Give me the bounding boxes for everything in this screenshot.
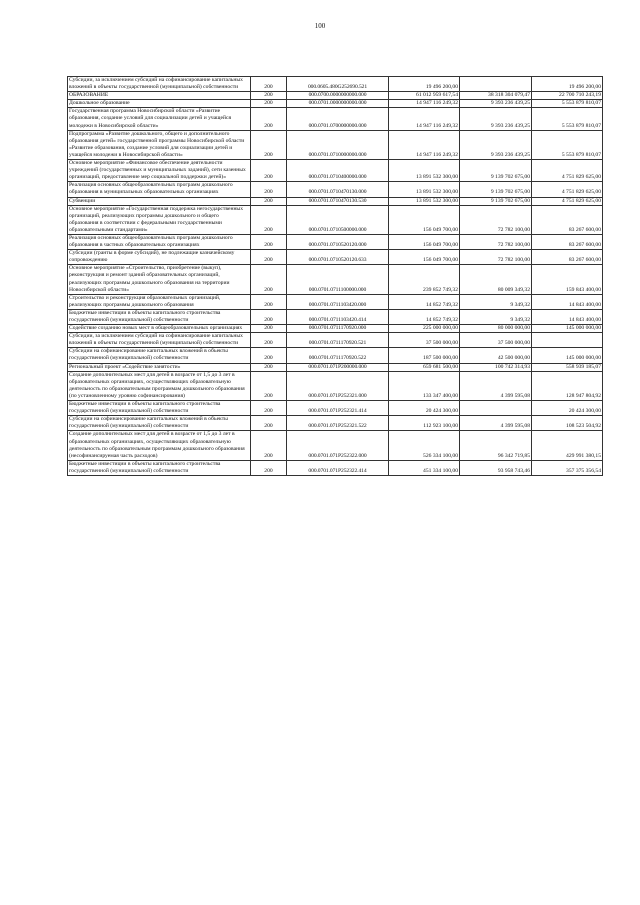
row-value-2-cell: 80 009 349,32 xyxy=(460,265,532,294)
row-value-1-cell: 14 947 116 249,32 xyxy=(389,100,460,108)
row-code-cell: 200 xyxy=(251,100,287,108)
row-value-2-cell: 9 349,32 xyxy=(460,309,532,324)
row-code-cell: 200 xyxy=(251,333,287,348)
row-value-3-cell: 145 000 000,00 xyxy=(532,348,603,363)
row-classification-cell: 000.0701.071P252322.414 xyxy=(287,460,389,475)
row-value-3-cell: 128 947 804,92 xyxy=(532,371,603,400)
table-row xyxy=(68,348,603,363)
row-classification-cell: 000.0701.0710520120.633 xyxy=(287,250,389,265)
page-number: 100 xyxy=(314,22,326,30)
row-code-cell: 200 xyxy=(251,431,287,460)
row-value-3-cell: 20 424 300,00 xyxy=(532,401,603,416)
row-classification-cell: 000.0701.0711103420.000 xyxy=(287,294,389,309)
row-value-3-cell: 4 751 829 625,00 xyxy=(532,197,603,205)
row-name-cell: Реализация основных общеобразовательных программ дошкольного образования в частных образовательных организациях xyxy=(68,234,251,249)
row-value-2-cell: 9 393 236 439,25 xyxy=(460,100,532,108)
row-value-2-cell: 9 349,32 xyxy=(460,294,532,309)
row-value-1-cell: 112 923 100,00 xyxy=(389,416,460,431)
table-row xyxy=(68,197,603,205)
row-classification-cell: 000.0701.071P200000.000 xyxy=(287,363,389,371)
row-value-2-cell: 72 782 100,00 xyxy=(460,250,532,265)
row-value-2-cell: 9 139 702 675,00 xyxy=(460,182,532,197)
row-code-cell: 200 xyxy=(251,182,287,197)
row-value-3-cell xyxy=(532,333,603,348)
row-classification-cell: 000.0701.0711100000.000 xyxy=(287,265,389,294)
row-classification-cell: 000.0701.0710000000.000 xyxy=(287,130,389,159)
table-row xyxy=(68,130,603,159)
row-name-cell: Содействие созданию новых мест в общеобразовательных организациях xyxy=(68,325,251,333)
row-value-3-cell: 83 267 600,00 xyxy=(532,205,603,234)
row-code-cell: 200 xyxy=(251,363,287,371)
row-value-2-cell: 38 318 304 079,47 xyxy=(460,92,532,100)
table-row xyxy=(68,371,603,400)
row-code-cell: 200 xyxy=(251,265,287,294)
row-name-cell: Бюджетные инвестиции в объекты капитального строительства государственной (муниципальной) собственности xyxy=(68,401,251,416)
row-value-2-cell: 9 393 236 439,25 xyxy=(460,108,532,130)
budget-table xyxy=(67,76,603,476)
row-name-cell: ОБРАЗОВАНИЕ xyxy=(68,92,251,100)
row-value-2-cell: 4 399 595,08 xyxy=(460,371,532,400)
row-value-3-cell: 4 751 829 625,00 xyxy=(532,160,603,182)
row-value-3-cell: 83 267 600,00 xyxy=(532,234,603,249)
row-value-3-cell: 357 375 356,54 xyxy=(532,460,603,475)
row-value-3-cell: 4 751 829 625,00 xyxy=(532,182,603,197)
table-row xyxy=(68,205,603,234)
row-code-cell: 200 xyxy=(251,371,287,400)
row-code-cell: 200 xyxy=(251,348,287,363)
row-value-1-cell: 37 500 000,00 xyxy=(389,333,460,348)
row-value-1-cell: 225 000 000,00 xyxy=(389,325,460,333)
row-value-2-cell xyxy=(460,401,532,416)
row-value-2-cell: 80 000 000,00 xyxy=(460,325,532,333)
row-name-cell: Реализация основных общеобразовательных программ дошкольного образования в муниципальных образовательных организациях xyxy=(68,182,251,197)
row-code-cell: 200 xyxy=(251,460,287,475)
row-code-cell: 200 xyxy=(251,416,287,431)
row-value-2-cell: 72 782 100,00 xyxy=(460,234,532,249)
row-code-cell: 200 xyxy=(251,205,287,234)
row-classification-cell: 000.0701.071P252321.522 xyxy=(287,416,389,431)
row-code-cell: 200 xyxy=(251,108,287,130)
row-name-cell: Государственная программа Новосибирской области «Развитие образования, создание условий для социализации детей и учащейся молодежи в Новосибирской области» xyxy=(68,108,251,130)
row-value-1-cell: 451 334 100,00 xyxy=(389,460,460,475)
row-value-1-cell: 14 947 116 249,32 xyxy=(389,130,460,159)
row-classification-cell: 000.0701.0710500000.000 xyxy=(287,205,389,234)
table-row xyxy=(68,401,603,416)
row-value-3-cell: 19 496 200,00 xyxy=(532,77,603,92)
row-classification-cell: 000.0701.071P252321.414 xyxy=(287,401,389,416)
row-value-3-cell: 5 553 879 810,07 xyxy=(532,130,603,159)
row-code-cell: 200 xyxy=(251,309,287,324)
row-value-3-cell: 558 939 185,07 xyxy=(532,363,603,371)
table-row xyxy=(68,333,603,348)
row-value-1-cell: 19 496 200,00 xyxy=(389,77,460,92)
row-name-cell: Субсидии на софинансирование капитальных вложений в объекты государственной (муниципальной) собственности xyxy=(68,416,251,431)
budget-table-body xyxy=(68,77,603,476)
row-name-cell: Бюджетные инвестиции в объекты капитального строительства государственной (муниципальной) собственности xyxy=(68,460,251,475)
row-classification-cell: 000.0700.0000000000.000 xyxy=(287,92,389,100)
table-row xyxy=(68,416,603,431)
row-name-cell: Основное мероприятие «Строительство, приобретение (выкуп), реконструкция и ремонт зданий образовательных организаций, реализующих программы дошкольного образования на территории Новосибирской области» xyxy=(68,265,251,294)
row-value-3-cell: 14 843 400,00 xyxy=(532,309,603,324)
row-value-2-cell: 72 782 100,00 xyxy=(460,205,532,234)
row-value-1-cell: 14 947 116 249,32 xyxy=(389,108,460,130)
table-row xyxy=(68,294,603,309)
row-value-1-cell: 14 852 749,32 xyxy=(389,309,460,324)
table-row xyxy=(68,234,603,249)
table-row xyxy=(68,309,603,324)
row-classification-cell: 000.0701.0000000000.000 xyxy=(287,100,389,108)
row-classification-cell: 000.0701.0710520120.000 xyxy=(287,234,389,249)
row-classification-cell: 000.0701.0700000000.000 xyxy=(287,108,389,130)
row-classification-cell: 000.0701.0711170920.522 xyxy=(287,348,389,363)
row-value-3-cell: 14 843 400,00 xyxy=(532,294,603,309)
row-code-cell: 200 xyxy=(251,130,287,159)
row-value-2-cell: 100 742 314,93 xyxy=(460,363,532,371)
row-classification-cell: 000.0701.0710470130.530 xyxy=(287,197,389,205)
table-row xyxy=(68,250,603,265)
row-code-cell: 200 xyxy=(251,197,287,205)
row-value-3-cell: 83 267 600,00 xyxy=(532,250,603,265)
row-code-cell: 200 xyxy=(251,77,287,92)
row-name-cell: Основное мероприятие «Финансовое обеспечение деятельности учреждений (государственных и муниципальных заданий), сети казенных организаций, предоставление мер социальной поддержки детей)» xyxy=(68,160,251,182)
row-name-cell: Строительство и реконструкция образовательных организаций, реализующих программы дошкольного образования xyxy=(68,294,251,309)
row-classification-cell: 000.0701.0711103420.414 xyxy=(287,309,389,324)
row-name-cell: Субсидии на софинансирование капитальных вложений в объекты государственной (муниципальной) собственности xyxy=(68,348,251,363)
row-name-cell: Субсидии, за исключением субсидий на софинансирование капитальных вложений в объекты государственной (муниципальной) собственности xyxy=(68,77,251,92)
row-classification-cell: 000.0701.0711170920.521 xyxy=(287,333,389,348)
row-value-1-cell: 14 852 749,32 xyxy=(389,294,460,309)
row-value-2-cell: 9 393 236 439,25 xyxy=(460,130,532,159)
row-value-1-cell: 526 334 100,00 xyxy=(389,431,460,460)
row-value-3-cell: 429 991 380,15 xyxy=(532,431,603,460)
row-name-cell: Субвенции xyxy=(68,197,251,205)
row-code-cell: 200 xyxy=(251,160,287,182)
row-value-1-cell: 239 852 749,32 xyxy=(389,265,460,294)
row-name-cell: Подпрограмма «Развитие дошкольного, общего и дополнительного образования детей» государственной программы Новосибирской области «Развитие образования, создание условий для социализации детей и учащейся молодежи в Новосибирской области» xyxy=(68,130,251,159)
table-row xyxy=(68,265,603,294)
row-value-1-cell: 20 424 300,00 xyxy=(389,401,460,416)
row-value-1-cell: 659 681 500,00 xyxy=(389,363,460,371)
row-code-cell: 200 xyxy=(251,325,287,333)
table-row xyxy=(68,100,603,108)
row-name-cell: Основное мероприятие «Государственная поддержка негосударственных организаций, реализующих программы дошкольного и общего образования в соответствии с федеральными государственными образовательными стандартами» xyxy=(68,205,251,234)
row-name-cell: Создание дополнительных мест для детей в возрасте от 1,5 до 3 лет в образовательных организациях, осуществляющих образовательную деятельность по образовательным программам дошкольного образования (несофинансируемая часть расходов) xyxy=(68,431,251,460)
row-code-cell: 200 xyxy=(251,294,287,309)
row-classification-cell: 000.0701.0710400000.000 xyxy=(287,160,389,182)
row-classification-cell: 000.0605.480G252690.521 xyxy=(287,77,389,92)
row-classification-cell: 000.0701.0710470130.000 xyxy=(287,182,389,197)
table-row xyxy=(68,182,603,197)
row-name-cell: Региональный проект «Содействие занятости» xyxy=(68,363,251,371)
row-value-2-cell: 37 500 000,00 xyxy=(460,333,532,348)
table-row xyxy=(68,108,603,130)
row-value-1-cell: 13 891 532 300,00 xyxy=(389,182,460,197)
row-classification-cell: 000.0701.071P252322.000 xyxy=(287,431,389,460)
table-row xyxy=(68,92,603,100)
row-name-cell: Субсидии, за исключением субсидий на софинансирование капитальных вложений в объекты государственной (муниципальной) собственности xyxy=(68,333,251,348)
row-name-cell: Субсидии (гранты в форме субсидий), не подлежащие казначейскому сопровождению xyxy=(68,250,251,265)
table-row xyxy=(68,325,603,333)
table-row xyxy=(68,160,603,182)
row-value-3-cell: 108 523 504,92 xyxy=(532,416,603,431)
row-value-3-cell: 5 553 879 810,07 xyxy=(532,108,603,130)
row-value-2-cell: 4 399 595,08 xyxy=(460,416,532,431)
row-value-2-cell: 42 500 000,00 xyxy=(460,348,532,363)
row-value-2-cell: 9 139 702 675,00 xyxy=(460,160,532,182)
row-value-1-cell: 13 891 532 300,00 xyxy=(389,160,460,182)
row-name-cell: Создание дополнительных мест для детей в возрасте от 1,5 до 3 лет в образовательных организациях, осуществляющих образовательную деятельность по образовательным программам дошкольного образования (по установленному уровню софинансирования) xyxy=(68,371,251,400)
row-value-2-cell: 96 342 719,85 xyxy=(460,431,532,460)
row-value-3-cell: 159 843 400,00 xyxy=(532,265,603,294)
row-value-1-cell: 156 049 700,00 xyxy=(389,250,460,265)
row-value-2-cell: 9 139 702 675,00 xyxy=(460,197,532,205)
row-code-cell: 200 xyxy=(251,401,287,416)
table-row xyxy=(68,431,603,460)
table-row xyxy=(68,460,603,475)
row-value-1-cell: 156 049 700,00 xyxy=(389,234,460,249)
row-classification-cell: 000.0701.071P252321.000 xyxy=(287,371,389,400)
row-value-1-cell: 13 891 532 300,00 xyxy=(389,197,460,205)
row-value-1-cell: 133 347 400,00 xyxy=(389,371,460,400)
row-value-2-cell xyxy=(460,77,532,92)
row-value-1-cell: 156 049 700,00 xyxy=(389,205,460,234)
row-code-cell: 200 xyxy=(251,92,287,100)
row-name-cell: Дошкольное образование xyxy=(68,100,251,108)
row-value-3-cell: 5 553 879 810,07 xyxy=(532,100,603,108)
row-value-1-cell: 187 500 000,00 xyxy=(389,348,460,363)
row-value-1-cell: 61 012 959 617,54 xyxy=(389,92,460,100)
row-value-3-cell: 145 000 000,00 xyxy=(532,325,603,333)
row-code-cell: 200 xyxy=(251,250,287,265)
row-value-3-cell: 22 700 710 243,19 xyxy=(532,92,603,100)
table-row xyxy=(68,77,603,92)
row-classification-cell: 000.0701.0711170920.000 xyxy=(287,325,389,333)
row-value-2-cell: 93 958 743,46 xyxy=(460,460,532,475)
row-name-cell: Бюджетные инвестиции в объекты капитального строительства государственной (муниципальной) собственности xyxy=(68,309,251,324)
table-row xyxy=(68,363,603,371)
row-code-cell: 200 xyxy=(251,234,287,249)
